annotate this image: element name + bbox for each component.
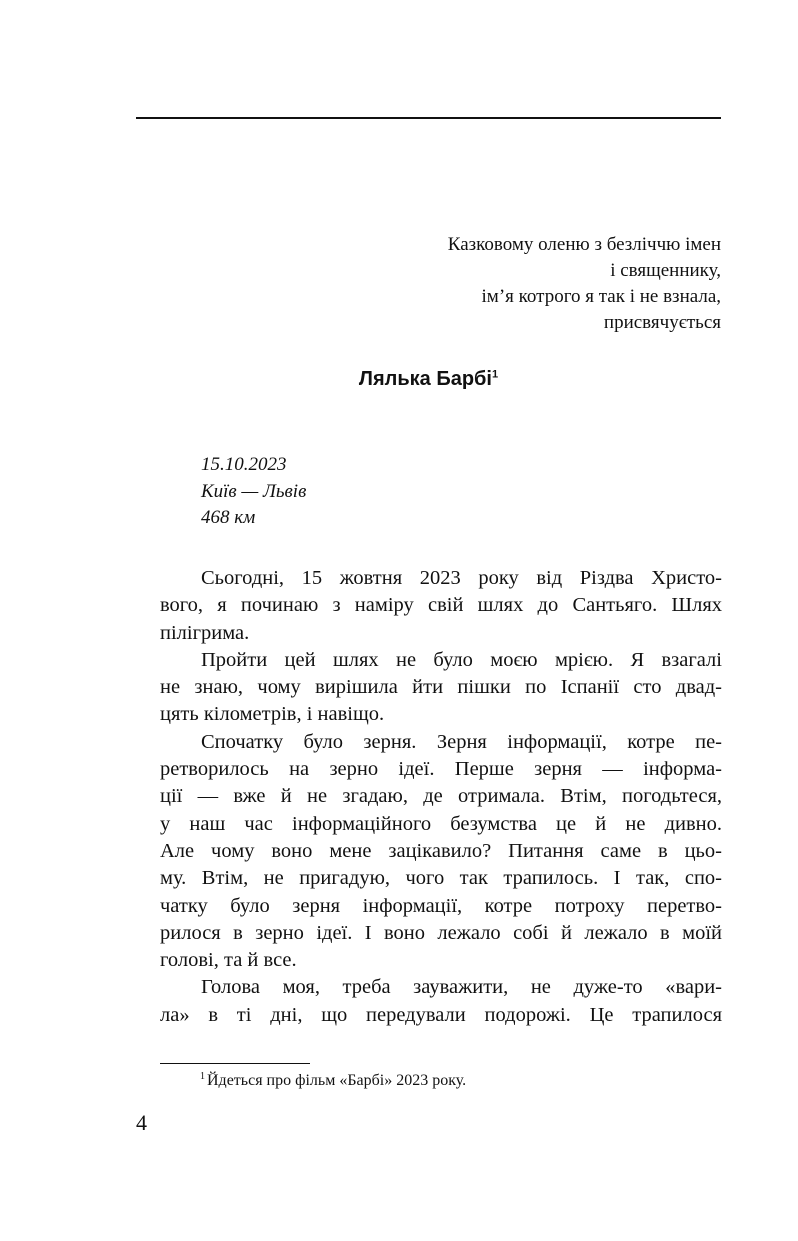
body-text [160, 565, 722, 1029]
footnote-rule [160, 1063, 310, 1064]
chapter-title-text: Лялька Барбі [358, 368, 492, 390]
dedication [300, 232, 721, 336]
text-line: пілігрима. [160, 621, 250, 644]
diary-entry-header [201, 452, 306, 532]
dedication-line: присвячується [603, 312, 721, 333]
dedication-line: і священнику, [610, 260, 721, 281]
text-line: ретворилось на зерно ідеї. Перше зерня — інформа- [160, 758, 722, 781]
text-line: цять кілометрів, і навіщо. [160, 703, 385, 726]
footnote-marker: 1 [200, 1070, 205, 1082]
text-line: рилося в зерно ідеї. І воно лежало собі й лежало в моїй [160, 921, 722, 944]
text-line: у наш час інформаційного безумства це й не дивно. [160, 812, 722, 835]
footnote-text: Йдеться про фільм «Барбі» 2023 року. [207, 1072, 467, 1089]
text-line: Пройти цей шлях не було моєю мрією. Я взагалі [201, 648, 722, 671]
text-line: Але чому воно мене зацікавило? Питання саме в цьо- [160, 839, 722, 862]
text-line: Сьогодні, 15 жовтня 2023 року від Різдва Христо- [201, 567, 722, 589]
text-line: чатку було зерня інформації, котре потроху перетво- [160, 894, 722, 917]
page-number: 4 [136, 1110, 147, 1135]
text-line: Голова моя, треба зауважити, не дуже-то «вари- [201, 976, 722, 999]
text-line: Спочатку було зерня. Зерня інформації, котре пе- [201, 730, 722, 753]
text-line: вого, я починаю з наміру свій шлях до Сантьяго. Шлях [160, 594, 722, 617]
entry-route: Київ — Львів [201, 480, 307, 502]
chapter-title [136, 366, 721, 392]
text-line: му. Втім, не пригадую, чого так трапилось. І так, спо- [160, 867, 722, 890]
entry-distance: 468 км [201, 507, 256, 528]
entry-date: 15.10.2023 [201, 454, 287, 475]
text-line: ла» в ті дні, що передували подорожі. Це трапилося [160, 1003, 722, 1026]
dedication-line: Казковому оленю з безліччю імен [447, 234, 721, 255]
footnote-reference[interactable]: 1 [491, 368, 499, 381]
footnote [200, 1070, 466, 1092]
text-line: голові, та й все. [160, 949, 297, 972]
text-line: ції — вже й не згадаю, де отримала. Втім, погодьтеся, [160, 785, 722, 808]
dedication-line: ім’я котрого я так і не взнала, [481, 286, 721, 307]
text-line: не знаю, чому вирішила йти пішки по Іспанії сто двад- [160, 676, 722, 699]
header-rule [136, 117, 721, 119]
